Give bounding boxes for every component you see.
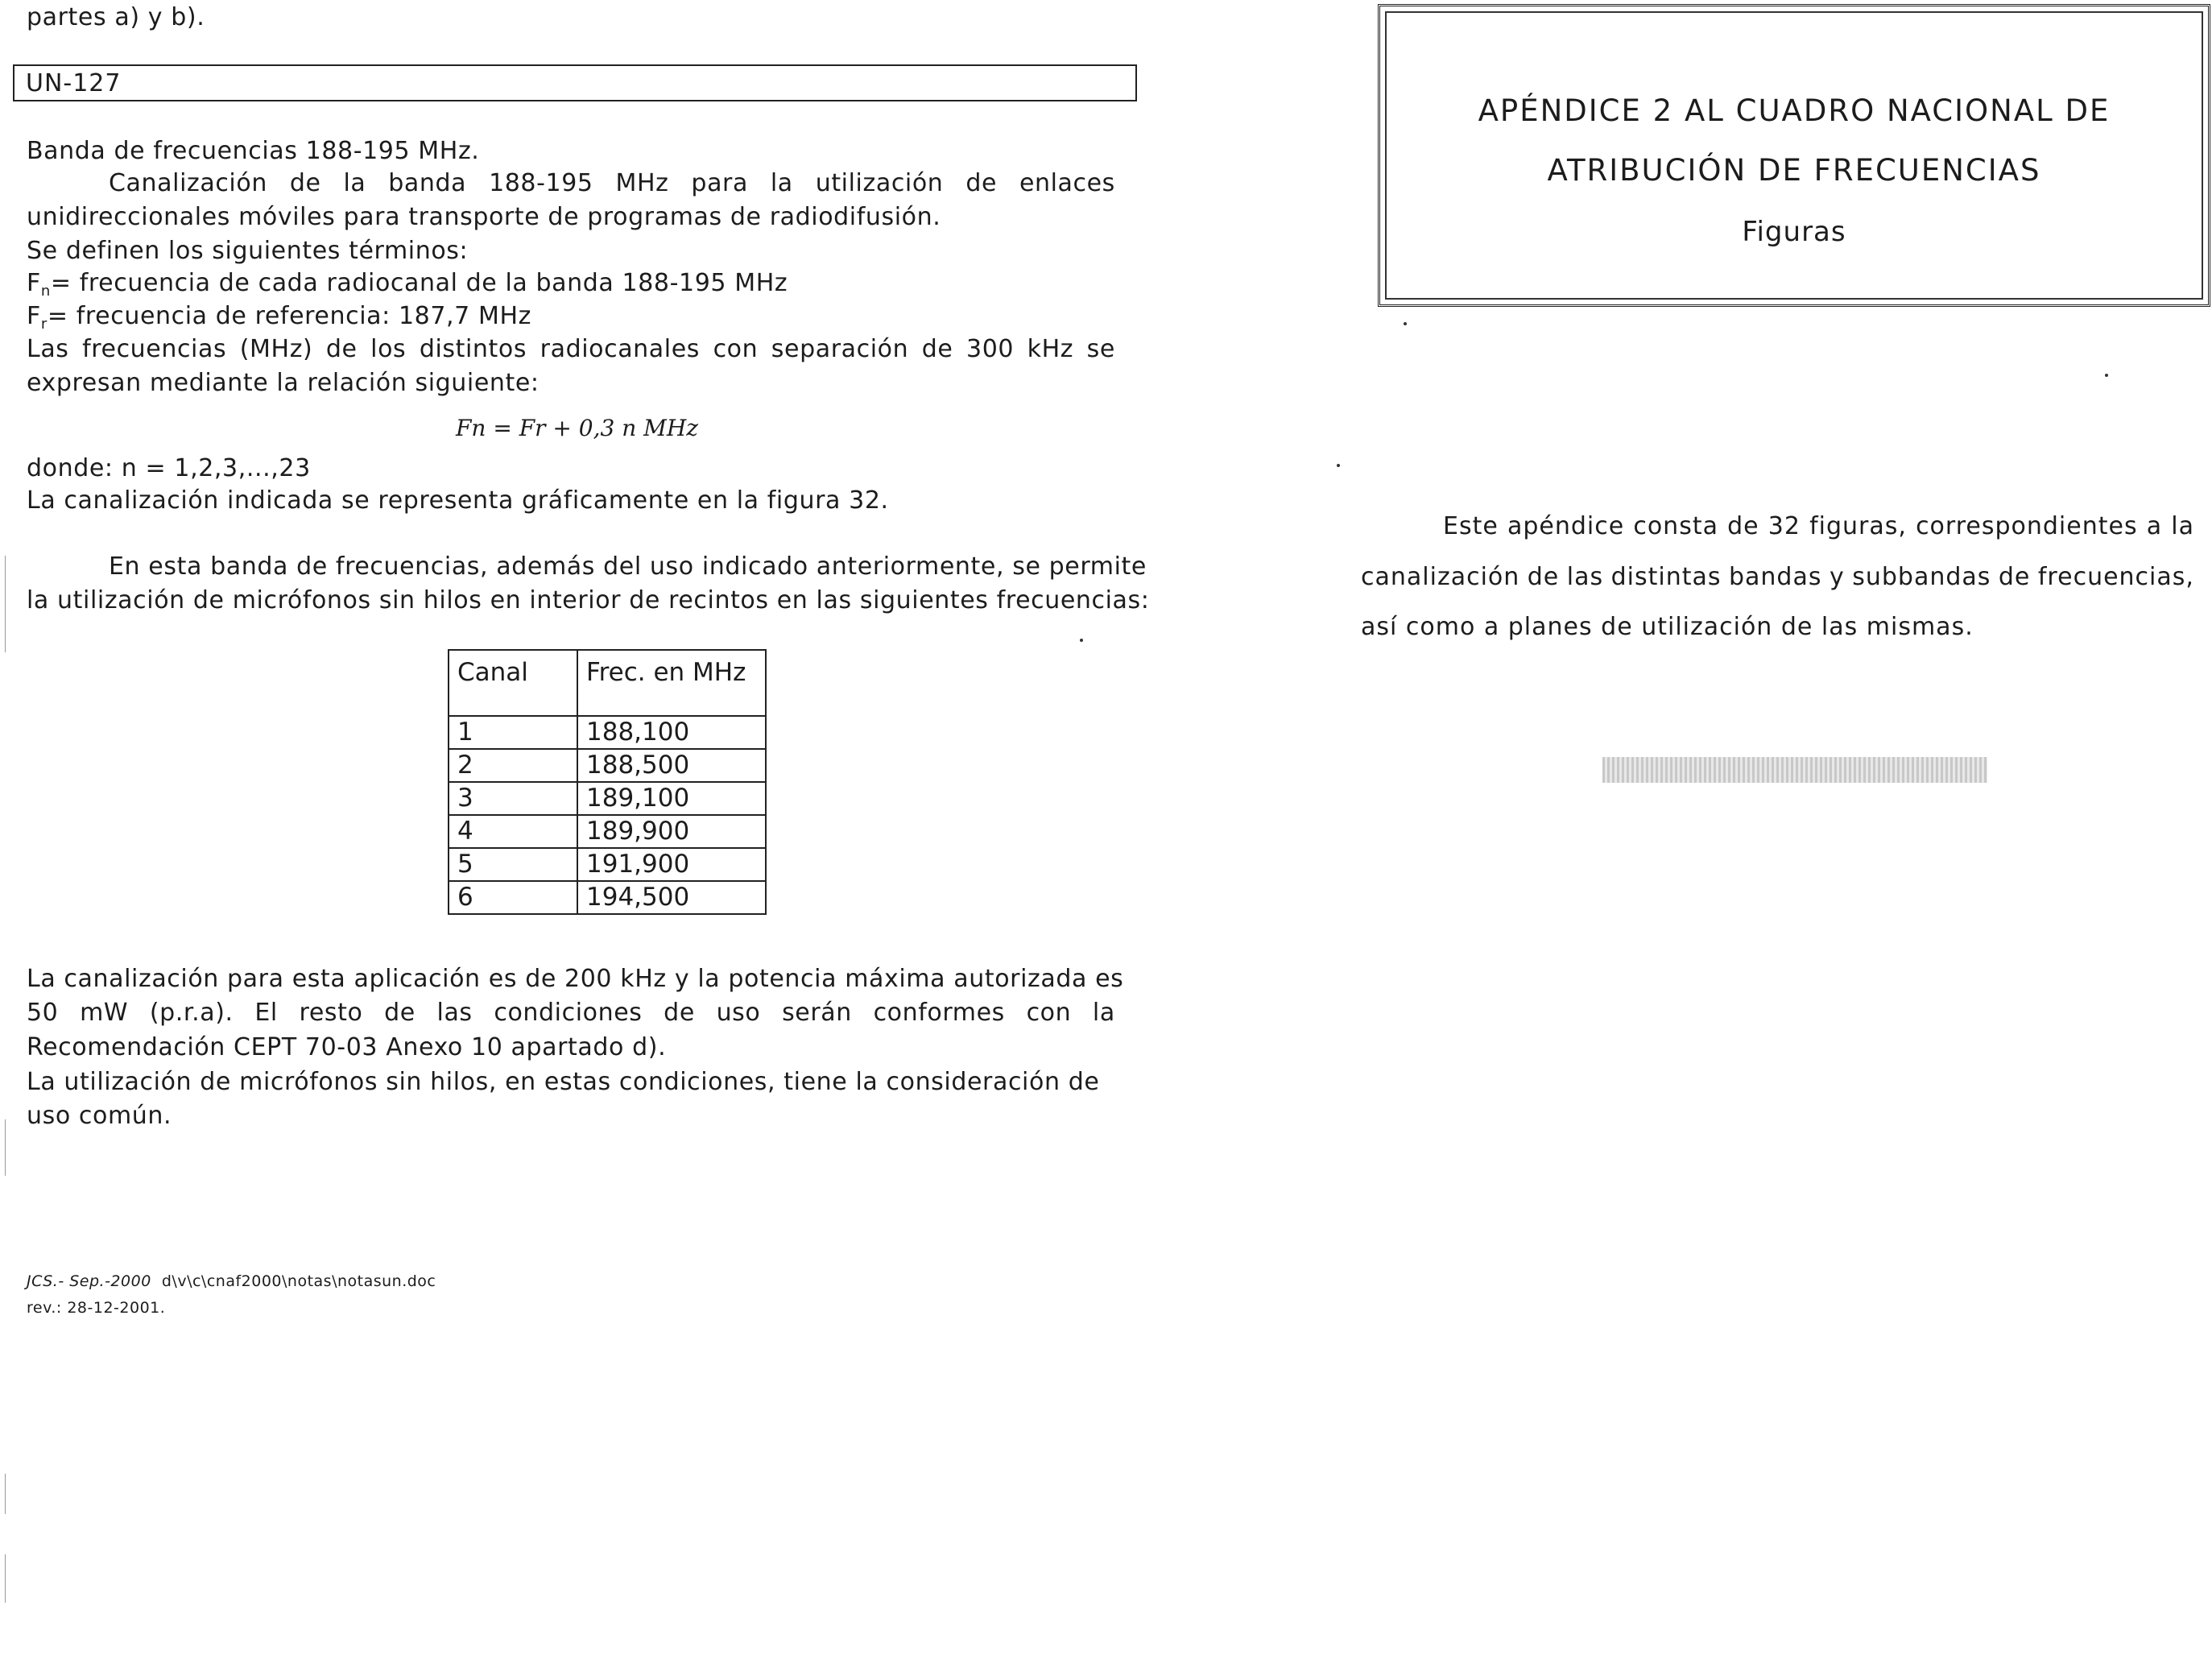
section-label-box — [13, 64, 1137, 101]
table-header-canal: Canal — [449, 650, 577, 716]
table-row — [449, 848, 766, 881]
figure-reference: La canalización indicada se representa gráficamente en la figura 32. — [27, 486, 889, 515]
scan-edge-mark — [5, 556, 6, 652]
word: frecuencias — [82, 335, 227, 363]
word: las — [1566, 563, 1604, 591]
canalization-line-2: unidireccionales móviles para transporte de programas de radiodifusión. — [27, 203, 941, 231]
table-row — [449, 782, 766, 815]
word: de — [325, 335, 358, 363]
table-cell-frequency: 188,100 — [577, 716, 766, 749]
microphones-line-2: la utilización de micrófonos sin hilos en interior de recintos en las siguientes frecuencias: — [27, 586, 1150, 614]
word: condiciones — [494, 999, 643, 1027]
word: (MHz) — [239, 335, 313, 363]
fr-symbol: F — [27, 302, 41, 330]
appendix-title-inner-frame — [1385, 11, 2203, 300]
word: de — [289, 169, 321, 197]
word: las — [436, 999, 473, 1027]
word: de — [965, 169, 998, 197]
appendix-paragraph-line-2 — [1361, 563, 2194, 591]
word: distintas — [1610, 563, 1722, 591]
fr-text: = frecuencia de referencia: 187,7 MHz — [47, 302, 531, 330]
table-row — [449, 749, 766, 782]
word: correspondientes — [1916, 512, 2138, 540]
word: con — [713, 335, 759, 363]
table-cell-canal: 3 — [449, 782, 577, 815]
table-header-row — [449, 650, 766, 716]
canalization-line-1 — [109, 169, 1115, 197]
word: los — [370, 335, 407, 363]
conditions-line-1: La canalización para esta aplicación es de 200 kHz y la potencia máxima autorizada es — [27, 965, 1124, 993]
word: la — [1092, 999, 1115, 1027]
top-line: partes a) y b). — [27, 3, 205, 31]
shaded-bar — [1602, 757, 1987, 783]
word: Las — [27, 335, 69, 363]
scan-edge-mark — [5, 1474, 6, 1514]
word: 300 — [966, 335, 1015, 363]
table-cell-frequency: 189,100 — [577, 782, 766, 815]
table-header-freq: Frec. en MHz — [577, 650, 766, 716]
conditions-line-3: Recomendación CEPT 70-03 Anexo 10 apartado d). — [27, 1033, 667, 1061]
word: Este — [1443, 512, 1499, 540]
fn-definition — [27, 269, 788, 300]
word: la — [2171, 512, 2194, 540]
appendix-paragraph-line-3: así como a planes de utilización de las mismas. — [1361, 613, 1974, 641]
word: canalización — [1361, 563, 1520, 591]
word: consta — [1633, 512, 1718, 540]
table-cell-frequency: 189,900 — [577, 815, 766, 848]
word: para — [691, 169, 748, 197]
scan-speck — [1337, 464, 1340, 467]
appendix-title-line-1: APÉNDICE 2 AL CUADRO NACIONAL DE — [1478, 93, 2111, 128]
word: y — [1829, 563, 1845, 591]
word: de — [1727, 512, 1759, 540]
frequency-table — [448, 649, 767, 915]
table-cell-canal: 2 — [449, 749, 577, 782]
word: uso — [716, 999, 761, 1027]
common-use-line-2: uso común. — [27, 1102, 172, 1130]
word: figuras, — [1809, 512, 1907, 540]
table-row — [449, 881, 766, 914]
footer-path: d\v\c\cnaf2000\notas\notasun.doc — [161, 1272, 436, 1290]
word: subbandas — [1852, 563, 1991, 591]
word: kHz — [1027, 335, 1074, 363]
word: separación — [771, 335, 909, 363]
word: conformes — [873, 999, 1005, 1027]
word: de — [1527, 563, 1560, 591]
word: resto — [299, 999, 363, 1027]
word: (p.r.a). — [149, 999, 234, 1027]
footer-line-1 — [27, 1272, 436, 1290]
word: El — [254, 999, 278, 1027]
fr-definition — [27, 302, 531, 333]
conditions-line-2 — [27, 999, 1115, 1027]
table-cell-canal: 1 — [449, 716, 577, 749]
scan-speck — [2105, 374, 2108, 377]
word: banda — [388, 169, 467, 197]
table-cell-canal: 5 — [449, 848, 577, 881]
microphones-line-1: En esta banda de frecuencias, además del uso indicado anteriormente, se permite — [109, 552, 1147, 581]
word: la — [343, 169, 366, 197]
word: 188-195 — [489, 169, 593, 197]
table-cell-canal: 6 — [449, 881, 577, 914]
appendix-paragraph-line-1 — [1443, 512, 2194, 540]
scan-speck — [1404, 322, 1407, 325]
terms-intro: Se definen los siguientes términos: — [27, 237, 469, 265]
scan-edge-mark — [5, 1119, 6, 1176]
footer-author: JCS.- Sep.-2000 — [27, 1272, 151, 1290]
scan-speck — [1080, 639, 1083, 642]
section-label: UN-127 — [26, 69, 122, 97]
word: MHz — [615, 169, 669, 197]
word: se — [1086, 335, 1115, 363]
table-cell-frequency: 188,500 — [577, 749, 766, 782]
word: bandas — [1728, 563, 1822, 591]
footer-revision: rev.: 28-12-2001. — [27, 1299, 166, 1317]
word: Canalización — [109, 169, 267, 197]
word: la — [770, 169, 793, 197]
word: de — [921, 335, 953, 363]
fn-text: = frecuencia de cada radiocanal de la banda 188-195 MHz — [50, 269, 788, 297]
frequencies-line-2: expresan mediante la relación siguiente: — [27, 369, 540, 397]
table-row — [449, 716, 766, 749]
fn-subscript: n — [40, 283, 51, 300]
table-cell-canal: 4 — [449, 815, 577, 848]
word: enlaces — [1019, 169, 1115, 197]
word: a — [2146, 512, 2163, 540]
fr-subscript: r — [40, 316, 48, 333]
common-use-line-1: La utilización de micrófonos sin hilos, en estas condiciones, tiene la consideración de — [27, 1068, 1100, 1096]
word: serán — [782, 999, 852, 1027]
scan-edge-mark — [5, 1554, 6, 1603]
word: 50 — [27, 999, 59, 1027]
word: de — [384, 999, 416, 1027]
table-row — [449, 815, 766, 848]
word: de — [1998, 563, 2031, 591]
word: utilización — [815, 169, 944, 197]
appendix-title-box — [1378, 4, 2210, 307]
word: de — [664, 999, 695, 1027]
frequencies-line-1 — [27, 335, 1115, 363]
band-line: Banda de frecuencias 188-195 MHz. — [27, 137, 480, 165]
donde-line: donde: n = 1,2,3,...,23 — [27, 454, 311, 482]
word: mW — [80, 999, 129, 1027]
appendix-title-line-2: ATRIBUCIÓN DE FRECUENCIAS — [1547, 153, 2041, 188]
word: apéndice — [1507, 512, 1625, 540]
word: radiocanales — [540, 335, 701, 363]
word: distintos — [419, 335, 527, 363]
appendix-subtitle: Figuras — [1742, 216, 1846, 248]
table-cell-frequency: 191,900 — [577, 848, 766, 881]
fn-symbol: F — [27, 269, 41, 297]
word: 32 — [1768, 512, 1801, 540]
table-cell-frequency: 194,500 — [577, 881, 766, 914]
word: con — [1026, 999, 1072, 1027]
word: frecuencias, — [2037, 563, 2194, 591]
formula: Fn = Fr + 0,3 n MHz — [456, 415, 698, 441]
